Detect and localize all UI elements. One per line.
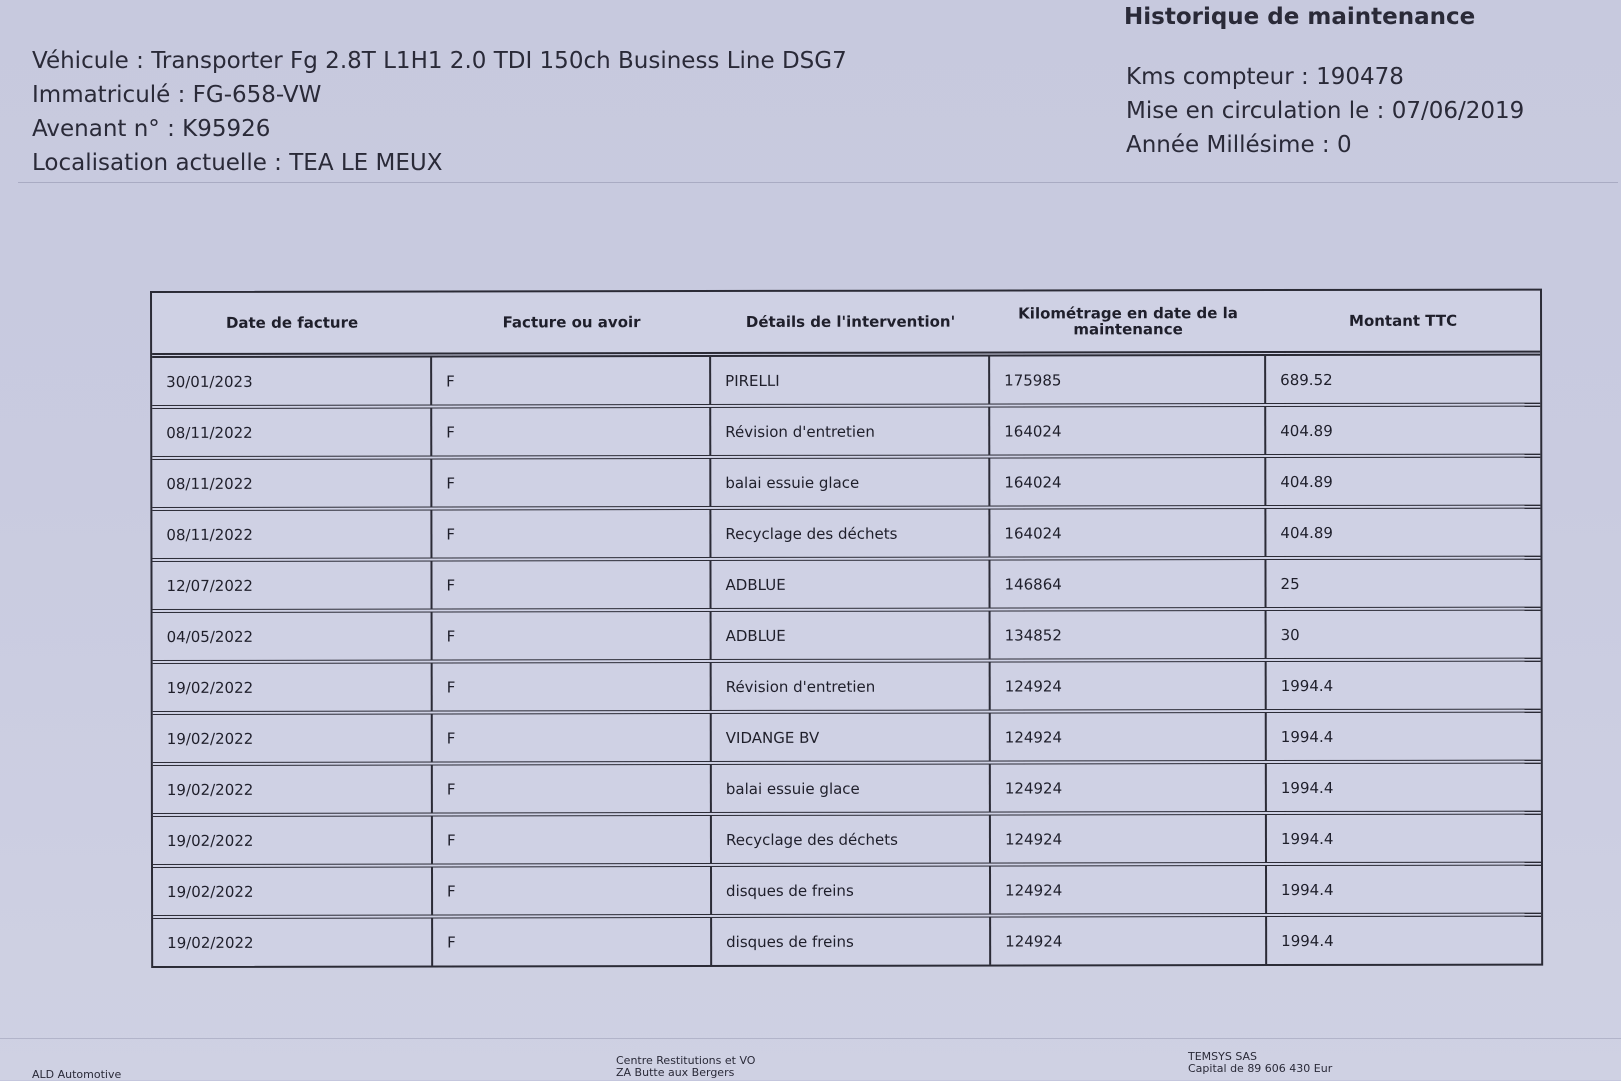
cell-intervention-details: ADBLUE	[712, 612, 991, 659]
cell-invoice-type: F	[433, 714, 712, 761]
cell-invoice-type: F	[432, 357, 711, 404]
table-row	[153, 917, 1541, 966]
cell-invoice-date: 08/11/2022	[152, 409, 432, 456]
cell-intervention-details: Recyclage des déchets	[711, 510, 990, 557]
cell-invoice-type: F	[432, 408, 711, 455]
cell-mileage: 134852	[991, 611, 1267, 658]
document-title: Historique de maintenance	[1124, 4, 1476, 30]
cell-invoice-date: 19/02/2022	[153, 868, 433, 915]
footer-legal-line: TEMSYS SAS	[1188, 1050, 1258, 1063]
footer-address-line: ZA Butte aux Bergers	[616, 1066, 735, 1079]
cell-invoice-date: 08/11/2022	[152, 460, 432, 507]
cell-intervention-details: Révision d'entretien	[711, 408, 990, 455]
cell-invoice-type: F	[433, 765, 712, 812]
cell-amount: 30	[1280, 625, 1300, 644]
cell-invoice-type: F	[433, 918, 712, 965]
cell-invoice-date: 12/07/2022	[152, 562, 432, 609]
table-row	[152, 458, 1540, 511]
odometer-reading: Kms compteur : 190478	[1126, 64, 1404, 90]
vehicle-meta-block	[1126, 60, 1524, 162]
contract-amendment: Avenant n° : K95926	[32, 116, 271, 142]
cell-amount: 1994.4	[1280, 829, 1334, 848]
cell-invoice-type: F	[432, 561, 711, 608]
column-header-mileage: Kilométrage en date de la maintenance	[1018, 304, 1238, 339]
cell-mileage: 124924	[991, 815, 1267, 862]
cell-invoice-date: 30/01/2023	[152, 358, 432, 405]
cell-intervention-details: disques de freins	[712, 867, 991, 914]
cell-intervention-details: balai essuie glace	[712, 765, 991, 812]
cell-amount: 1994.4	[1281, 880, 1334, 899]
cell-intervention-details: PIRELLI	[711, 357, 990, 404]
cell-amount: 404.89	[1280, 472, 1333, 491]
model-year: Année Millésime : 0	[1126, 132, 1352, 158]
cell-amount: 689.52	[1280, 370, 1333, 389]
cell-invoice-type: F	[433, 816, 712, 863]
table-row	[152, 509, 1540, 562]
cell-intervention-details: Recyclage des déchets	[712, 816, 991, 863]
cell-invoice-date: 08/11/2022	[152, 511, 432, 558]
cell-amount: 1994.4	[1281, 931, 1334, 950]
table-row	[152, 356, 1540, 409]
cell-amount: 1994.4	[1280, 727, 1334, 746]
first-registration-date: Mise en circulation le : 07/06/2019	[1126, 98, 1525, 124]
cell-amount: 1994.4	[1280, 676, 1334, 695]
cell-mileage: 164024	[990, 509, 1266, 556]
table-body	[152, 356, 1541, 966]
cell-invoice-type: F	[432, 510, 711, 557]
cell-mileage: 124924	[991, 764, 1267, 811]
column-header-invoice-date: Date de facture	[225, 313, 359, 332]
cell-invoice-date: 19/02/2022	[153, 664, 433, 711]
column-header-intervention-details: Détails de l'intervention'	[745, 312, 956, 331]
cell-intervention-details: VIDANGE BV	[712, 714, 991, 761]
footer-company: ALD Automotive	[32, 1068, 122, 1081]
table-row	[153, 713, 1541, 766]
cell-intervention-details: disques de freins	[712, 918, 991, 965]
table-row	[153, 866, 1541, 919]
cell-invoice-date: 04/05/2022	[153, 613, 433, 660]
cell-invoice-type: F	[433, 612, 712, 659]
cell-intervention-details: ADBLUE	[711, 561, 990, 608]
cell-intervention-details: Révision d'entretien	[712, 663, 991, 710]
vehicle-model: Véhicule : Transporter Fg 2.8T L1H1 2.0 TDI 150ch Business Line DSG7	[32, 48, 847, 74]
cell-invoice-date: 19/02/2022	[153, 817, 433, 864]
current-location: Localisation actuelle : TEA LE MEUX	[32, 150, 443, 176]
table-row	[153, 815, 1541, 868]
footer-legal	[1188, 1051, 1332, 1075]
cell-invoice-date: 19/02/2022	[153, 766, 433, 813]
footer-divider	[0, 1038, 1621, 1039]
footer-address-line: Centre Restitutions et VO	[616, 1054, 756, 1067]
cell-mileage: 124924	[991, 713, 1267, 760]
footer-legal-line: Capital de 89 606 430 Eur	[1188, 1062, 1333, 1075]
vehicle-info-block	[32, 44, 847, 180]
cell-invoice-date: 19/02/2022	[153, 715, 433, 762]
column-header-amount: Montant TTC	[1348, 311, 1458, 330]
cell-mileage: 124924	[991, 917, 1267, 964]
cell-invoice-date: 19/02/2022	[153, 919, 433, 966]
table-row	[153, 764, 1541, 817]
cell-mileage: 124924	[991, 866, 1267, 913]
vehicle-registration: Immatriculé : FG-658-VW	[32, 82, 322, 108]
cell-mileage: 164024	[990, 458, 1266, 505]
cell-invoice-type: F	[432, 459, 711, 506]
cell-mileage: 164024	[990, 407, 1266, 454]
cell-mileage: 175985	[990, 356, 1266, 403]
cell-invoice-type: F	[433, 867, 712, 914]
maintenance-table	[150, 289, 1543, 968]
cell-invoice-type: F	[433, 663, 712, 710]
table-row	[152, 407, 1540, 460]
cell-mileage: 146864	[990, 560, 1266, 607]
table-row	[152, 560, 1540, 613]
cell-amount: 404.89	[1280, 523, 1333, 542]
table-row	[153, 611, 1541, 664]
footer-address	[616, 1055, 755, 1079]
table-header	[152, 291, 1540, 358]
cell-mileage: 124924	[991, 662, 1267, 709]
cell-amount: 25	[1280, 574, 1300, 593]
column-header-invoice-or-credit: Facture ou avoir	[502, 313, 641, 332]
table-row	[153, 662, 1541, 715]
cell-intervention-details: balai essuie glace	[711, 459, 990, 506]
cell-amount: 404.89	[1280, 421, 1333, 440]
header-divider	[18, 182, 1618, 183]
cell-amount: 1994.4	[1280, 778, 1334, 797]
